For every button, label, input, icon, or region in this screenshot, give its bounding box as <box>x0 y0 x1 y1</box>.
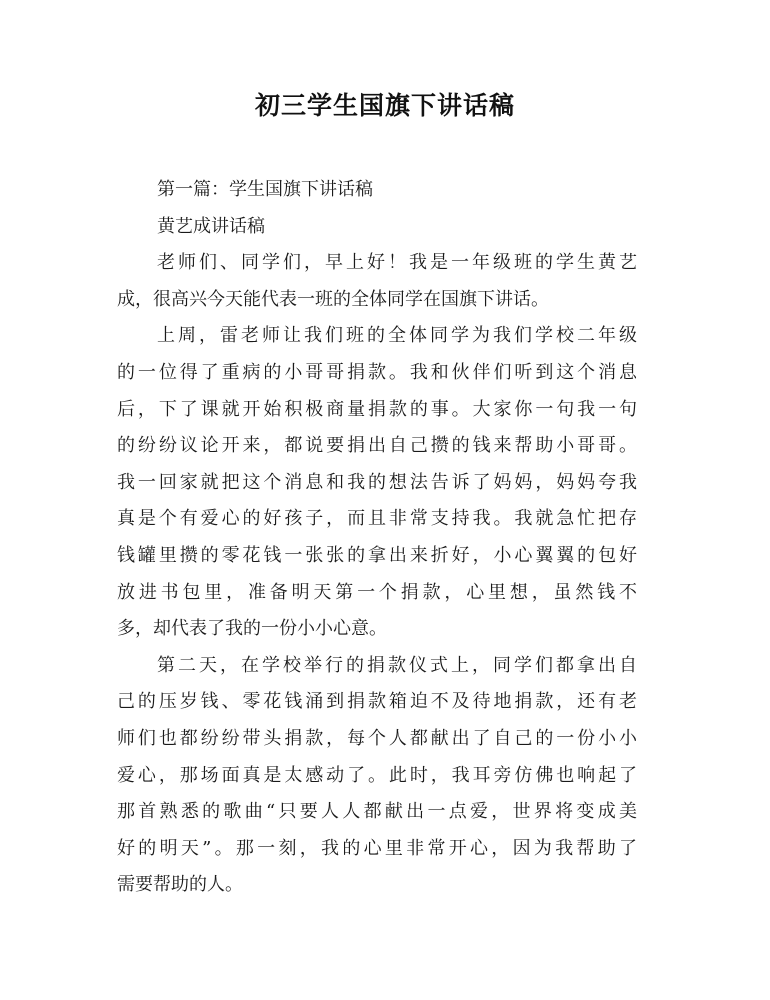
body-line: 后，下了课就开始积极商量捐款的事。大家你一句我一句 <box>117 398 637 420</box>
body-line: 第一篇：学生国旗下讲话稿 <box>157 179 373 200</box>
body-line: 需要帮助的人。 <box>117 874 243 896</box>
body-line: 己的压岁钱、零花钱涌到捐款箱迫不及待地捐款，还有老 <box>117 691 637 713</box>
body-line: 的纷纷议论开来，都说要捐出自己攒的钱来帮助小哥哥。 <box>117 435 637 457</box>
body-line: 钱罐里攒的零花钱一张张的拿出来折好，小心翼翼的包好 <box>117 544 637 566</box>
body-line: 放进书包里，准备明天第一个捐款，心里想，虽然钱不 <box>117 581 637 603</box>
body-line: 成，很高兴今天能代表一班的全体同学在国旗下讲话。 <box>117 288 549 310</box>
body-line: 的一位得了重病的小哥哥捐款。我和伙伴们听到这个消息 <box>117 361 637 383</box>
body-line: 师们也都纷纷带头捐款，每个人都献出了自己的一份小小 <box>117 727 637 749</box>
body-line: 第二天，在学校举行的捐款仪式上，同学们都拿出自 <box>157 654 637 676</box>
body-line: 上周，雷老师让我们班的全体同学为我们学校二年级 <box>157 325 637 347</box>
body-line: 老师们、同学们，早上好！我是一年级班的学生黄艺 <box>157 252 637 274</box>
body-line: 好的明天”。那一刻，我的心里非常开心，因为我帮助了 <box>117 837 637 859</box>
document-title: 初三学生国旗下讲话稿 <box>254 91 515 120</box>
body-line: 那首熟悉的歌曲“只要人人都献出一点爱，世界将变成美 <box>117 801 637 823</box>
document-body <box>117 172 637 904</box>
body-line: 黄艺成讲话稿 <box>157 215 265 237</box>
body-line: 我一回家就把这个消息和我的想法告诉了妈妈，妈妈夸我 <box>117 471 637 493</box>
body-line: 多，却代表了我的一份小小心意。 <box>117 618 387 640</box>
body-line: 爱心，那场面真是太感动了。此时，我耳旁仿佛也响起了 <box>117 764 637 786</box>
body-line: 真是个有爱心的好孩子，而且非常支持我。我就急忙把存 <box>117 508 637 530</box>
